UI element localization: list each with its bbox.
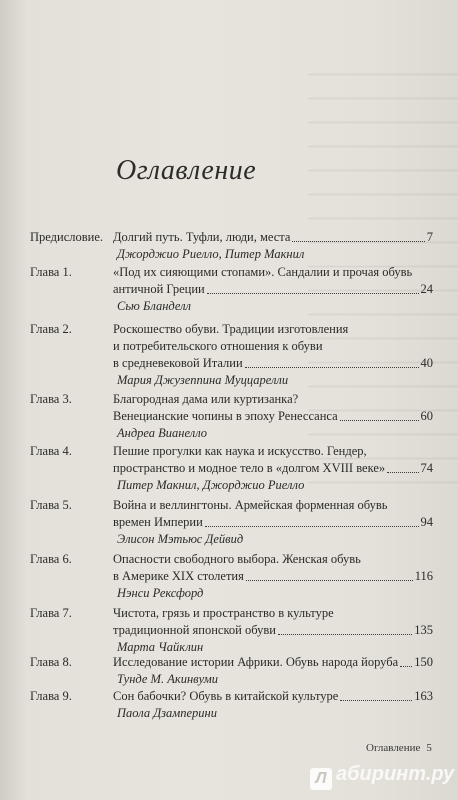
toc-entry-label: Глава 9. bbox=[30, 689, 72, 703]
toc-entry-label: Глава 7. bbox=[30, 606, 72, 620]
toc-entry-body bbox=[113, 654, 433, 688]
toc-entry-body bbox=[113, 229, 433, 263]
toc-leader-dots bbox=[278, 622, 412, 635]
toc-entry-title-line bbox=[113, 688, 433, 705]
toc-leader-dots bbox=[400, 654, 412, 667]
toc-leader-dots bbox=[207, 281, 419, 294]
toc-entry-title-line bbox=[113, 497, 433, 514]
toc-entry-page: 135 bbox=[414, 623, 433, 637]
toc-entry-title: Война и веллингтоны. Армейская форменная обувь bbox=[113, 498, 388, 512]
watermark bbox=[310, 763, 454, 790]
toc-entry-label: Глава 6. bbox=[30, 552, 72, 566]
toc-entry-author: Мария Джузеппина Муццарелли bbox=[117, 373, 289, 387]
toc-entry-title: Исследование истории Африки. Обувь народа йоруба bbox=[113, 655, 399, 669]
toc-entry-title-line bbox=[113, 338, 433, 355]
toc-entry-title-line bbox=[113, 408, 433, 425]
toc-leader-dots bbox=[245, 355, 419, 368]
toc-entry-title-line bbox=[113, 229, 433, 246]
watermark-logo-icon: Л bbox=[310, 768, 332, 790]
toc-entry-title: Сон бабочки? Обувь в китайской культуре bbox=[113, 689, 339, 703]
running-footer bbox=[366, 742, 432, 754]
toc-entry-author: Джорджио Риелло, Питер Макнил bbox=[117, 247, 305, 261]
toc-entry-body bbox=[113, 605, 433, 656]
toc-entry-page: 7 bbox=[426, 230, 433, 244]
toc-leader-dots bbox=[340, 408, 419, 421]
toc-entry-title-line bbox=[113, 391, 433, 408]
toc-entry-title-line bbox=[113, 264, 433, 281]
toc-entry-title: времен Империи bbox=[113, 515, 203, 529]
toc-entry-title: Чистота, грязь и пространство в культуре bbox=[113, 606, 334, 620]
toc-entry-title-line bbox=[113, 443, 433, 460]
toc-entry-label: Глава 3. bbox=[30, 392, 72, 406]
toc-entry-author: Паола Дзамперини bbox=[117, 706, 217, 720]
toc-entry-page: 74 bbox=[420, 461, 433, 475]
toc-entry-body bbox=[113, 688, 433, 722]
toc-entry-body bbox=[113, 321, 433, 389]
toc-entry-label: Глава 2. bbox=[30, 322, 72, 336]
toc-entry-author: Нэнси Рексфорд bbox=[117, 586, 204, 600]
toc-entry-page: 60 bbox=[420, 409, 433, 423]
toc-entry-page: 40 bbox=[420, 356, 433, 370]
toc-entry-title: «Под их сияющими стопами». Сандалии и прочая обувь bbox=[113, 265, 413, 279]
footer-section: Оглавление bbox=[366, 742, 421, 754]
toc-entry-page: 94 bbox=[420, 515, 433, 529]
toc-entry-body bbox=[113, 264, 433, 315]
toc-entry-label: Глава 5. bbox=[30, 498, 72, 512]
toc-entry-title: Пешие прогулки как наука и искусство. Гендер, bbox=[113, 444, 367, 458]
toc-entry-label: Глава 4. bbox=[30, 444, 72, 458]
toc-entry-page: 163 bbox=[414, 689, 433, 703]
toc-entry-author: Тунде М. Акинвуми bbox=[117, 672, 219, 686]
toc-entry-body bbox=[113, 497, 433, 548]
toc-entry-title-line bbox=[113, 514, 433, 531]
toc-entry-title-line bbox=[113, 355, 433, 372]
toc-entry-body bbox=[113, 551, 433, 602]
toc-entry-title: античной Греции bbox=[113, 282, 205, 296]
watermark-text: абиринт.ру bbox=[336, 763, 455, 785]
toc-entry-author: Сью Бланделл bbox=[117, 299, 192, 313]
toc-entry-title: и потребительского отношения к обуви bbox=[113, 339, 323, 353]
toc-entry-author: Андреа Вианелло bbox=[117, 426, 208, 440]
footer-page-number: 5 bbox=[426, 742, 432, 754]
page-title: Оглавление bbox=[116, 155, 257, 186]
toc-entry-title-line bbox=[113, 654, 433, 671]
toc-entry-author: Элисон Мэтьюс Дейвид bbox=[117, 532, 244, 546]
toc-entry-body bbox=[113, 443, 433, 494]
toc-entry-title-line bbox=[113, 605, 433, 622]
toc-entry-title: Роскошество обуви. Традиции изготовления bbox=[113, 322, 349, 336]
toc-entry-label: Глава 8. bbox=[30, 655, 72, 669]
toc-entry-title: Венецианские чопины в эпоху Ренессанса bbox=[113, 409, 338, 423]
toc-entry-author: Питер Макнил, Джорджио Риелло bbox=[117, 478, 305, 492]
toc-entry-title: Благородная дама или куртизанка? bbox=[113, 392, 299, 406]
toc-entry-page: 24 bbox=[420, 282, 433, 296]
toc-entry-title-line bbox=[113, 568, 433, 585]
toc-entry-label: Глава 1. bbox=[30, 265, 72, 279]
toc-leader-dots bbox=[292, 229, 424, 242]
toc-leader-dots bbox=[340, 688, 412, 701]
toc-entry-body bbox=[113, 391, 433, 442]
toc-entry-label: Предисловие. bbox=[30, 230, 104, 244]
toc-entry-title-line bbox=[113, 460, 433, 477]
toc-entry-title: традиционной японской обуви bbox=[113, 623, 276, 637]
toc-entry-title: в средневековой Италии bbox=[113, 356, 243, 370]
toc-entry-author: Марта Чайклин bbox=[117, 640, 204, 654]
toc-entry-title-line bbox=[113, 321, 433, 338]
toc-entry-page: 116 bbox=[414, 569, 433, 583]
toc-leader-dots bbox=[246, 568, 413, 581]
toc-entry-title-line bbox=[113, 622, 433, 639]
toc-entry-title: Долгий путь. Туфли, люди, места bbox=[113, 230, 291, 244]
toc-entry-title-line bbox=[113, 281, 433, 298]
toc-entry-title: в Америке XIX столетия bbox=[113, 569, 244, 583]
toc-entry-title: пространство и модное тело в «долгом XVIII веке» bbox=[113, 461, 386, 475]
toc-entry-page: 150 bbox=[414, 655, 433, 669]
toc-entry-title: Опасности свободного выбора. Женская обувь bbox=[113, 552, 361, 566]
toc-leader-dots bbox=[387, 460, 418, 473]
toc-entry-title-line bbox=[113, 551, 433, 568]
toc-leader-dots bbox=[205, 514, 419, 527]
